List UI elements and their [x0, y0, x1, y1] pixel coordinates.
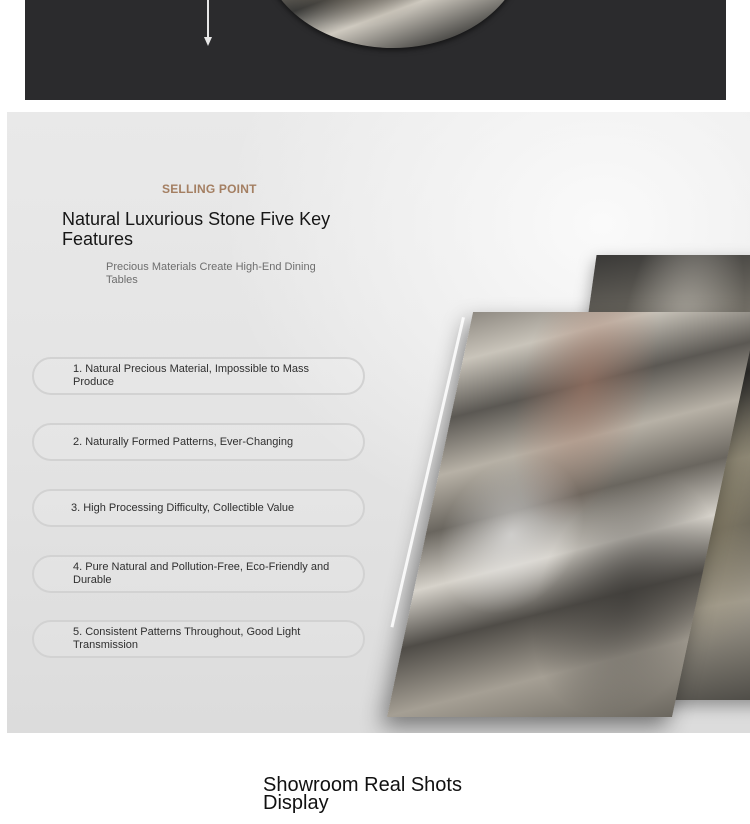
feature-item-5	[32, 620, 365, 658]
arrow-down-icon	[207, 0, 209, 40]
showroom-title: Showroom Real Shots Display	[263, 774, 462, 814]
features-list	[7, 112, 750, 733]
top-banner	[25, 0, 726, 100]
feature-item-label: 1. Natural Precious Material, Impossible to Mass Produce	[73, 363, 309, 388]
section-title: Natural Luxurious Stone Five Key Features	[62, 209, 331, 249]
feature-item-label: 5. Consistent Patterns Throughout, Good Light Transmission	[73, 626, 301, 651]
feature-item-label: 4. Pure Natural and Pollution-Free, Eco-Friendly and Durable	[73, 561, 330, 586]
feature-item-2	[32, 423, 365, 461]
marble-disc-image	[261, 0, 525, 48]
feature-item-3	[32, 489, 365, 527]
feature-item-label: 2. Naturally Formed Patterns, Ever-Changing	[73, 435, 294, 448]
feature-item-1	[32, 357, 365, 395]
section-subtitle: Precious Materials Create High-End Dining Tables	[106, 261, 316, 286]
selling-point-label: SELLING POINT	[162, 182, 257, 196]
feature-section	[7, 112, 750, 733]
feature-item-label: 3. High Processing Difficulty, Collectible Value	[71, 501, 295, 514]
arrow-head-icon	[204, 37, 212, 46]
feature-item-4	[32, 555, 365, 593]
